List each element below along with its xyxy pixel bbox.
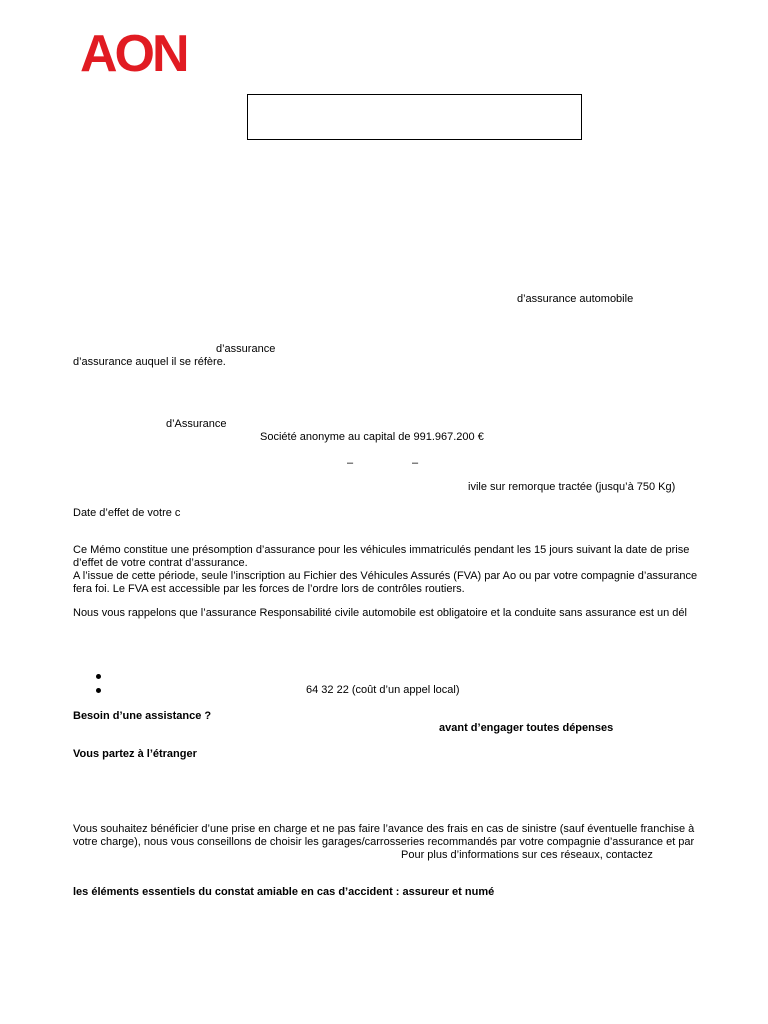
text-line: d’assurance auquel il se réfère. [73,356,226,368]
garages-line: votre charge), nous vous conseillons de choisir les garages/carrosseries recommandés par votre compagnie d’assurance et par [73,836,695,848]
memo-line: fera foi. Le FVA est accessible par les forces de l’ordre lors de contrôles routiers. [73,583,465,595]
company-capital: Société anonyme au capital de 991.967.200 € [260,431,484,443]
abroad-heading: Vous partez à l’étranger [73,748,197,760]
text-line: ivile sur remorque tractée (jusqu’à 750 Kg) [468,481,676,493]
bullet-dot [96,688,101,693]
text-line: d’assurance automobile [517,293,634,305]
title-box [247,94,582,140]
memo-line: Nous vous rappelons que l’assurance Responsabilité civile automobile est obligatoire et la conduite sans assurance est un dél [73,607,687,619]
memo-line: Ce Mémo constitue une présomption d’assurance pour les véhicules immatriculés pendant les 15 jours suivant la date de prise [73,544,690,556]
memo-line: d’effet de votre contrat d’assurance. [73,557,248,569]
assistance-heading: Besoin d’une assistance ? [73,710,212,722]
aon-logo [80,30,200,74]
dash: – [347,457,354,469]
effective-date-label: Date d’effet de votre c [73,507,181,519]
phone-line: 64 32 22 (coût d’un appel local) [306,684,460,696]
memo-line: A l’issue de cette période, seule l’inscription au Fichier des Véhicules Assurés (FVA) par Ao ou par votre compagnie d’assurance [73,570,698,582]
constat-line: les éléments essentiels du constat amiable en cas d’accident : assureur et numé [73,886,495,898]
garages-line: Pour plus d’informations sur ces réseaux, contactez [401,849,653,861]
text-line: d’assurance [216,343,276,355]
assistance-note: avant d’engager toutes dépenses [439,722,614,734]
garages-line: Vous souhaitez bénéficier d’une prise en charge et ne pas faire l’avance des frais en cas de sinistre (sauf éventuelle franchise à [73,823,695,835]
bullet-dot [96,674,101,679]
dash: – [412,457,419,469]
aon-logo-text: AON [80,30,187,74]
text-line: d’Assurance [166,418,227,430]
